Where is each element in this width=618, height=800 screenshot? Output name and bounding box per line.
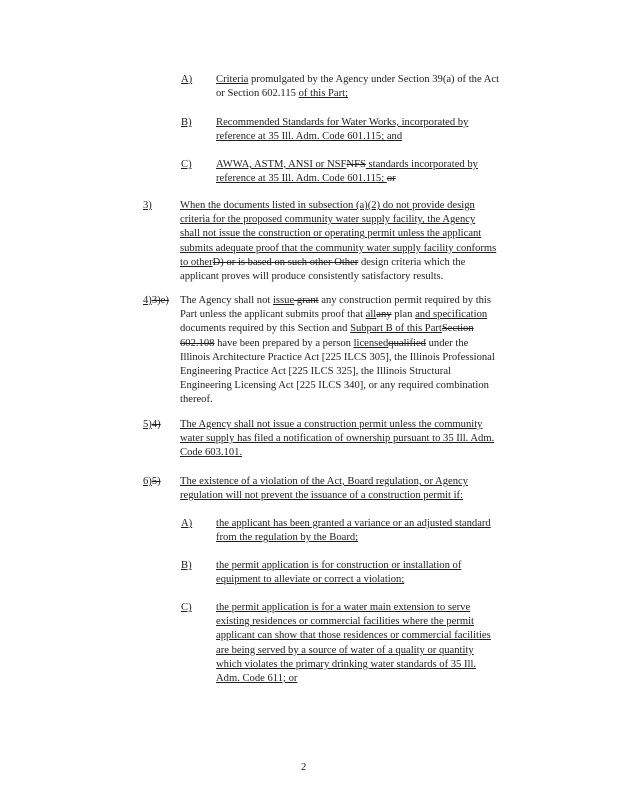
section-label-6 bbox=[143, 475, 161, 489]
text-run: the permit application is for construction or installation of bbox=[216, 560, 462, 571]
text-line bbox=[216, 644, 491, 658]
text-run: are being served by a source of water of a quality or quantity bbox=[216, 644, 474, 656]
text-run: criteria for the proposed community water supply facility, the Agency bbox=[180, 214, 476, 226]
page-number: 2 bbox=[301, 762, 307, 773]
text-line bbox=[216, 116, 468, 130]
text-line bbox=[180, 475, 468, 489]
text-run: any bbox=[376, 309, 392, 321]
item-text-a bbox=[216, 73, 499, 101]
text-run: applicant proves will produce consistently satisfactory results. bbox=[180, 271, 444, 283]
text-run: Code 603.101. bbox=[180, 447, 243, 459]
text-run: and specification bbox=[415, 309, 488, 321]
text-run: 3)e) bbox=[151, 295, 169, 306]
text-run: standards incorporated by bbox=[365, 159, 478, 170]
text-run: qualified bbox=[388, 337, 426, 349]
text-run: shall not issue the construction or operating permit unless the applicant bbox=[180, 228, 482, 240]
text-run: AWWA, ASTM, ANSI or bbox=[216, 159, 327, 170]
text-line bbox=[216, 172, 478, 186]
text-run: documents required by this Section and bbox=[180, 323, 351, 335]
text-run: The Agency shall not issue a construction permit unless the community bbox=[180, 419, 483, 430]
text-run: water supply has filed a notification of ownership pursuant to 35 Ill. Adm. bbox=[180, 433, 495, 445]
text-line bbox=[216, 615, 491, 629]
text-line bbox=[180, 393, 495, 407]
text-run: plan bbox=[391, 309, 416, 321]
text-run: Criteria bbox=[216, 74, 249, 85]
item-text-b bbox=[216, 116, 468, 144]
text-line bbox=[216, 130, 468, 144]
text-line bbox=[216, 531, 491, 545]
section-text-6 bbox=[180, 475, 468, 503]
text-line bbox=[216, 658, 491, 672]
text-line bbox=[216, 559, 461, 573]
text-run: Section bbox=[441, 323, 474, 335]
text-line bbox=[180, 365, 495, 379]
text-run: The existence of a violation of the Act, Board regulation, or Agency bbox=[180, 476, 469, 487]
text-line bbox=[180, 379, 495, 393]
text-line bbox=[216, 87, 499, 101]
item-label-b: B) bbox=[181, 117, 192, 128]
text-line bbox=[180, 270, 496, 284]
text-line bbox=[180, 337, 495, 351]
subitem-label-a: A) bbox=[181, 518, 193, 529]
text-line bbox=[216, 601, 491, 615]
text-run: Part unless the applicant submits proof that bbox=[180, 309, 366, 321]
text-line bbox=[180, 351, 495, 365]
text-run: submits adequate proof that the community water supply facility conforms bbox=[180, 242, 497, 254]
text-run: NFS bbox=[346, 159, 366, 170]
text-run: Illinois Architecture Practice Act [225 ILCS 305], the Illinois Professional bbox=[180, 351, 495, 363]
text-line bbox=[216, 573, 461, 587]
text-line bbox=[180, 199, 496, 213]
subitem-text-c bbox=[216, 601, 491, 686]
subitem-text-a bbox=[216, 517, 491, 545]
text-run: 4) bbox=[143, 295, 152, 306]
text-run: from the regulation by the Board; bbox=[216, 532, 359, 544]
text-run: Subpart B of this Part bbox=[350, 323, 442, 335]
text-run: reference at 35 Ill. Adm. Code 601.115; bbox=[216, 173, 387, 185]
text-run: Adm. Code 611; or bbox=[216, 673, 298, 685]
subitem-label-c: C) bbox=[181, 602, 192, 613]
text-run: all bbox=[365, 309, 377, 321]
section-text-3 bbox=[180, 199, 496, 284]
text-run: or bbox=[386, 173, 396, 185]
item-label-c: C) bbox=[181, 159, 192, 170]
text-line bbox=[180, 213, 496, 227]
text-line bbox=[180, 308, 495, 322]
text-run: licensed bbox=[353, 337, 389, 349]
text-run: 4) bbox=[151, 419, 161, 430]
text-run: Engineering Practice Act [225 ILCS 325], the Illinois Structural bbox=[180, 366, 451, 378]
text-run: The Agency shall not bbox=[180, 295, 273, 306]
section-label-4 bbox=[143, 294, 169, 308]
text-line bbox=[216, 158, 478, 172]
item-label-a: A) bbox=[181, 74, 193, 85]
text-run: 5) bbox=[143, 419, 152, 430]
text-run: under the bbox=[425, 337, 469, 349]
text-run: 5) bbox=[151, 476, 161, 487]
text-run: Other bbox=[334, 256, 359, 268]
text-run: D) bbox=[212, 256, 224, 268]
text-run: regulation will not prevent the issuance of a construction permit if: bbox=[180, 490, 464, 502]
text-line bbox=[180, 322, 495, 336]
text-run: 602.108 bbox=[180, 337, 215, 349]
text-line bbox=[216, 629, 491, 643]
text-run: thereof. bbox=[180, 394, 213, 406]
text-line bbox=[180, 418, 494, 432]
text-run: NSF bbox=[326, 159, 347, 170]
text-run: reference at 35 Ill. Adm. Code 601.115; bbox=[216, 131, 387, 143]
text-run: applicant can show that those residences or commercial facilities bbox=[216, 630, 491, 642]
text-line bbox=[180, 256, 496, 270]
text-run: to other bbox=[180, 256, 213, 268]
text-run: 6) bbox=[143, 476, 152, 487]
section-label-5 bbox=[143, 418, 161, 432]
subitem-label-b: B) bbox=[181, 560, 192, 571]
text-run: existing residences or commercial facilities where the permit bbox=[216, 616, 474, 628]
text-line bbox=[180, 432, 494, 446]
text-line bbox=[216, 672, 491, 686]
text-run: of this Part; bbox=[298, 88, 349, 100]
item-text-c bbox=[216, 158, 478, 186]
text-run: and bbox=[386, 131, 403, 143]
text-run: promulgated by the Agency under Section 39(a) of the Act bbox=[248, 74, 500, 85]
text-run: When the documents listed in subsection (a)(2) do not provide design bbox=[180, 200, 475, 211]
text-line bbox=[180, 446, 494, 460]
text-line bbox=[216, 73, 499, 87]
text-run: or Section 602.115 bbox=[216, 88, 299, 100]
text-line bbox=[180, 489, 468, 503]
text-run: have been prepared by a person bbox=[214, 337, 354, 349]
text-run: Engineering Licensing Act [225 ILCS 340], or any required combination bbox=[180, 380, 489, 392]
text-line bbox=[180, 227, 496, 241]
subitem-text-b bbox=[216, 559, 461, 587]
text-run: which violates the primary drinking water standards of 35 Ill. bbox=[216, 658, 477, 670]
text-line bbox=[216, 517, 491, 531]
text-run: issue bbox=[272, 295, 295, 306]
text-run: or is based on such other bbox=[223, 256, 335, 268]
text-run: equipment to alleviate or correct a violation; bbox=[216, 574, 405, 586]
text-run: design criteria which the bbox=[358, 256, 466, 268]
text-run: any construction permit required by this bbox=[318, 295, 491, 306]
text-run: the permit application is for a water main extension to serve bbox=[216, 602, 471, 613]
text-run: the applicant has been granted a variance or an adjusted standard bbox=[216, 518, 491, 529]
section-text-4 bbox=[180, 294, 495, 408]
section-label-3: 3) bbox=[143, 200, 152, 211]
text-run: Recommended Standards for Water Works, incorporated by bbox=[216, 117, 469, 128]
text-line bbox=[180, 242, 496, 256]
text-run: grant bbox=[294, 295, 319, 306]
section-text-5 bbox=[180, 418, 494, 461]
text-line bbox=[180, 294, 495, 308]
